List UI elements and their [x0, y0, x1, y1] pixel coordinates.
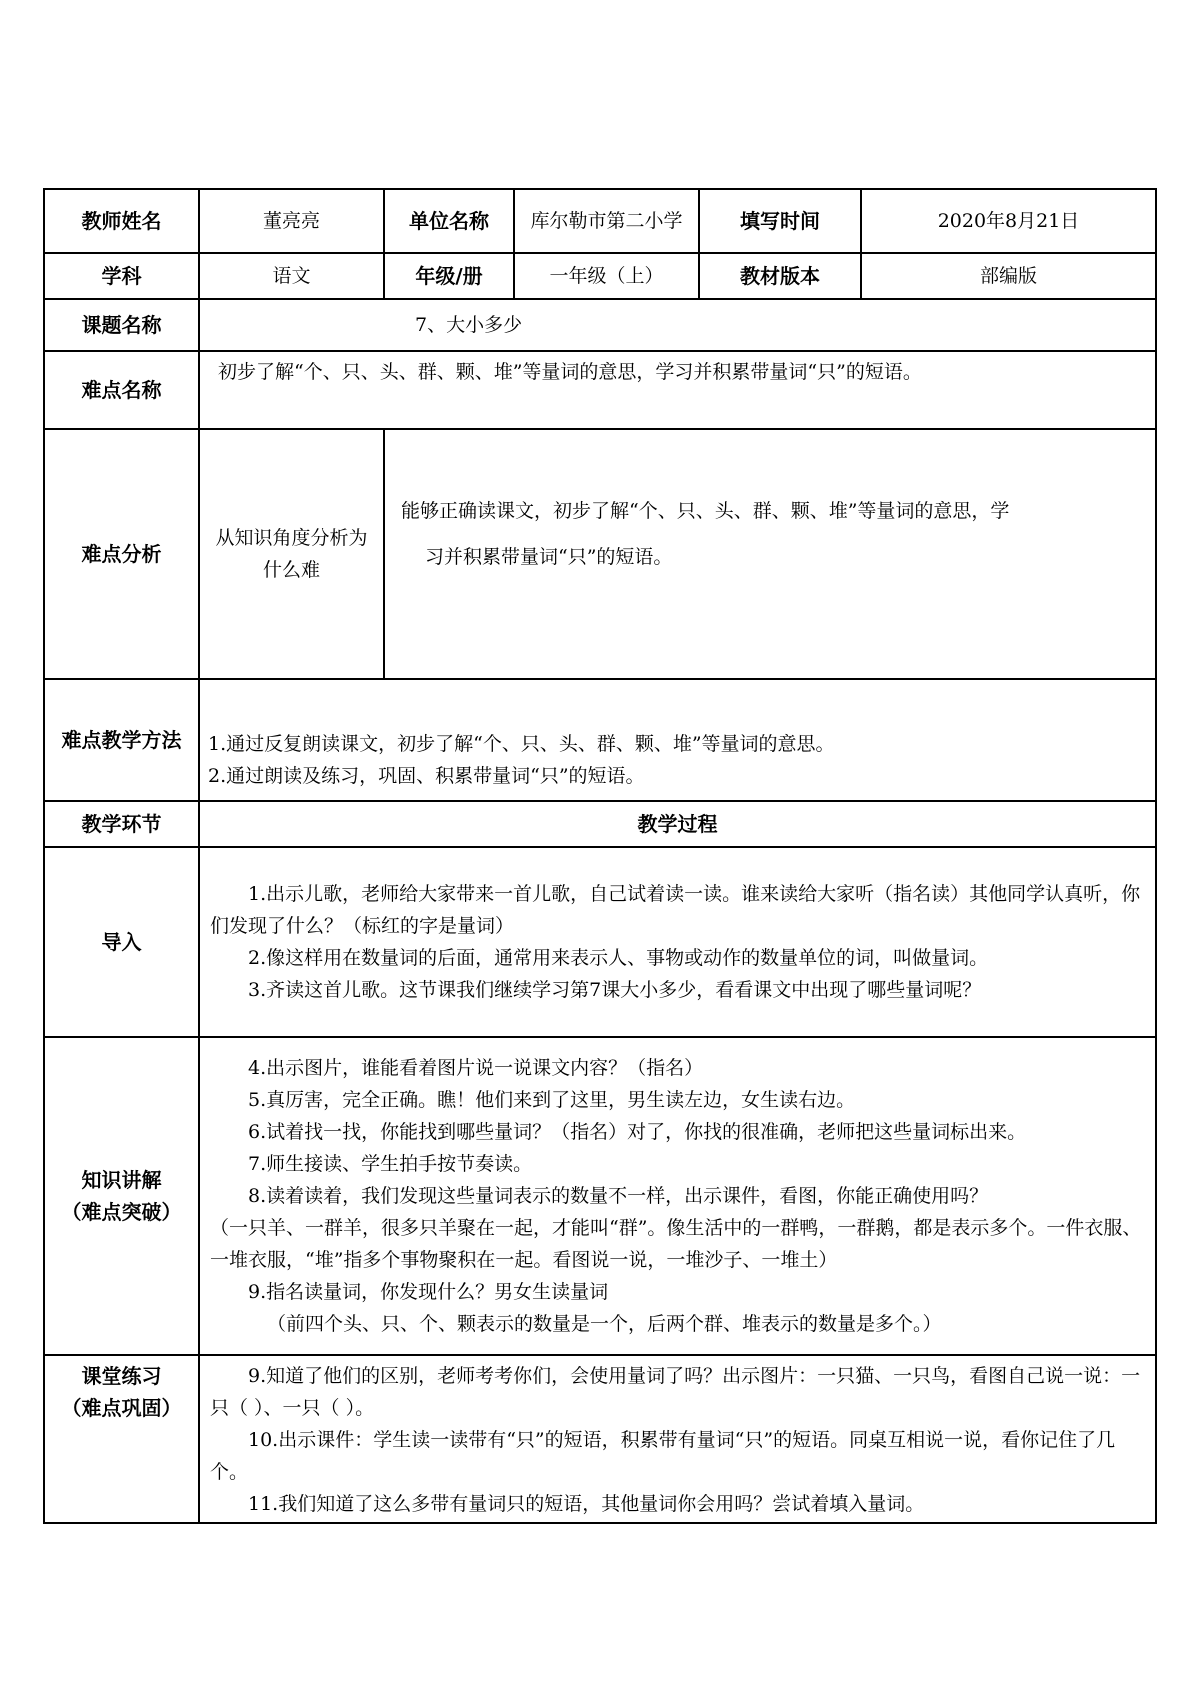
difficulty-value: 初步了解“个、只、头、群、颗、堆”等量词的意思，学习并积累带量词“只”的短语。 — [199, 351, 1156, 429]
analysis-text — [384, 429, 1156, 679]
practice-text — [199, 1355, 1156, 1523]
intro-text — [199, 847, 1156, 1037]
knowledge-para-5: 8.读着读着，我们发现这些量词表示的数量不一样，出示课件，看图，你能正确使用吗？ — [248, 1185, 989, 1207]
intro-para-1: 1.出示儿歌，老师给大家带来一首儿歌，自己试着读一读。谁来读给大家听（指名读）其他同学认真听，你们发现了什么？（标红的字是量词） — [210, 883, 1141, 937]
subject-value: 语文 — [199, 253, 384, 299]
lesson-plan-sheet — [43, 188, 1155, 1524]
knowledge-para-3: 6.试着找一找，你能找到哪些量词？（指名）对了，你找的很准确，老师把这些量词标出来。 — [248, 1121, 1027, 1143]
grade-label: 年级/册 — [384, 253, 514, 299]
fill-date-label: 填写时间 — [699, 189, 861, 253]
knowledge-text — [199, 1037, 1156, 1355]
stage-header-label: 教学环节 — [44, 801, 199, 847]
practice-label-line-2: （难点巩固） — [61, 1396, 182, 1420]
practice-label — [44, 1355, 199, 1523]
unit-name-label: 单位名称 — [384, 189, 514, 253]
method-row — [44, 679, 1156, 801]
practice-label-line-1: 课堂练习 — [81, 1364, 162, 1388]
intro-label: 导入 — [44, 847, 199, 1037]
topic-label: 课题名称 — [44, 299, 199, 351]
fill-date-value: 2020年8月21日 — [861, 189, 1156, 253]
topic-row — [44, 299, 1156, 351]
knowledge-label — [44, 1037, 199, 1355]
method-line-1: 1.通过反复朗读课文，初步了解“个、只、头、群、颗、堆”等量词的意思。 — [208, 733, 835, 755]
teacher-name-value: 董亮亮 — [199, 189, 384, 253]
knowledge-para-8: （前四个头、只、个、颗表示的数量是一个，后两个群、堆表示的数量是多个。） — [267, 1313, 942, 1335]
difficulty-label: 难点名称 — [44, 351, 199, 429]
method-text — [199, 679, 1156, 801]
subject-label: 学科 — [44, 253, 199, 299]
analysis-label: 难点分析 — [44, 429, 199, 679]
method-label: 难点教学方法 — [44, 679, 199, 801]
intro-row — [44, 847, 1156, 1037]
practice-para-1: 9.知道了他们的区别，老师考考你们，会使用量词了吗？出示图片：一只猫、一只鸟，看图自己说一说：一只（ ）、一只（ ）。 — [210, 1365, 1141, 1419]
process-header-label: 教学过程 — [199, 801, 1156, 847]
knowledge-para-6: （一只羊、一群羊，很多只羊聚在一起，才能叫“群”。像生活中的一群鸭，一群鹅，都是表示多个。一件衣服、一堆衣服，“堆”指多个事物聚积在一起。看图说一说，一堆沙子、一堆土） — [210, 1217, 1142, 1271]
difficulty-row — [44, 351, 1156, 429]
intro-para-3: 3.齐读这首儿歌。这节课我们继续学习第7课大小多少，看看课文中出现了哪些量词呢？ — [248, 979, 982, 1001]
knowledge-para-2: 5.真厉害，完全正确。瞧！他们来到了这里，男生读左边，女生读右边。 — [248, 1089, 856, 1111]
knowledge-para-1: 4.出示图片，谁能看着图片说一说课文内容？（指名） — [248, 1057, 704, 1079]
method-line-2: 2.通过朗读及练习，巩固、积累带量词“只”的短语。 — [208, 765, 645, 787]
analysis-line-2: 习并积累带量词“只”的短语。 — [425, 546, 673, 568]
lesson-plan-table — [43, 188, 1157, 1524]
process-header-row — [44, 801, 1156, 847]
intro-para-2: 2.像这样用在数量词的后面，通常用来表示人、事物或动作的数量单位的词，叫做量词。 — [248, 947, 989, 969]
knowledge-para-7: 9.指名读量词，你发现什么？男女生读量词 — [248, 1281, 609, 1303]
grade-value: 一年级（上） — [514, 253, 699, 299]
header-row-2 — [44, 253, 1156, 299]
analysis-line-1: 能够正确读课文，初步了解“个、只、头、群、颗、堆”等量词的意思，学 — [401, 500, 1010, 522]
knowledge-para-4: 7.师生接读、学生拍手按节奏读。 — [248, 1153, 533, 1175]
edition-label: 教材版本 — [699, 253, 861, 299]
knowledge-row — [44, 1037, 1156, 1355]
topic-value: 7、大小多少 — [199, 299, 1156, 351]
practice-row — [44, 1355, 1156, 1523]
knowledge-label-line-2: （难点突破） — [61, 1200, 182, 1224]
practice-para-3: 11.我们知道了这么多带有量词只的短语，其他量词你会用吗？尝试着填入量词。 — [248, 1493, 925, 1515]
edition-value: 部编版 — [861, 253, 1156, 299]
knowledge-label-line-1: 知识讲解 — [81, 1168, 162, 1192]
teacher-name-label: 教师姓名 — [44, 189, 199, 253]
practice-para-2: 10.出示课件：学生读一读带有“只”的短语，积累带有量词“只”的短语。同桌互相说一说，看你记住了几个。 — [210, 1429, 1116, 1483]
unit-name-value: 库尔勒市第二小学 — [514, 189, 699, 253]
analysis-sub-label: 从知识角度分析为什么难 — [199, 429, 384, 679]
analysis-row — [44, 429, 1156, 679]
header-row-1 — [44, 189, 1156, 253]
